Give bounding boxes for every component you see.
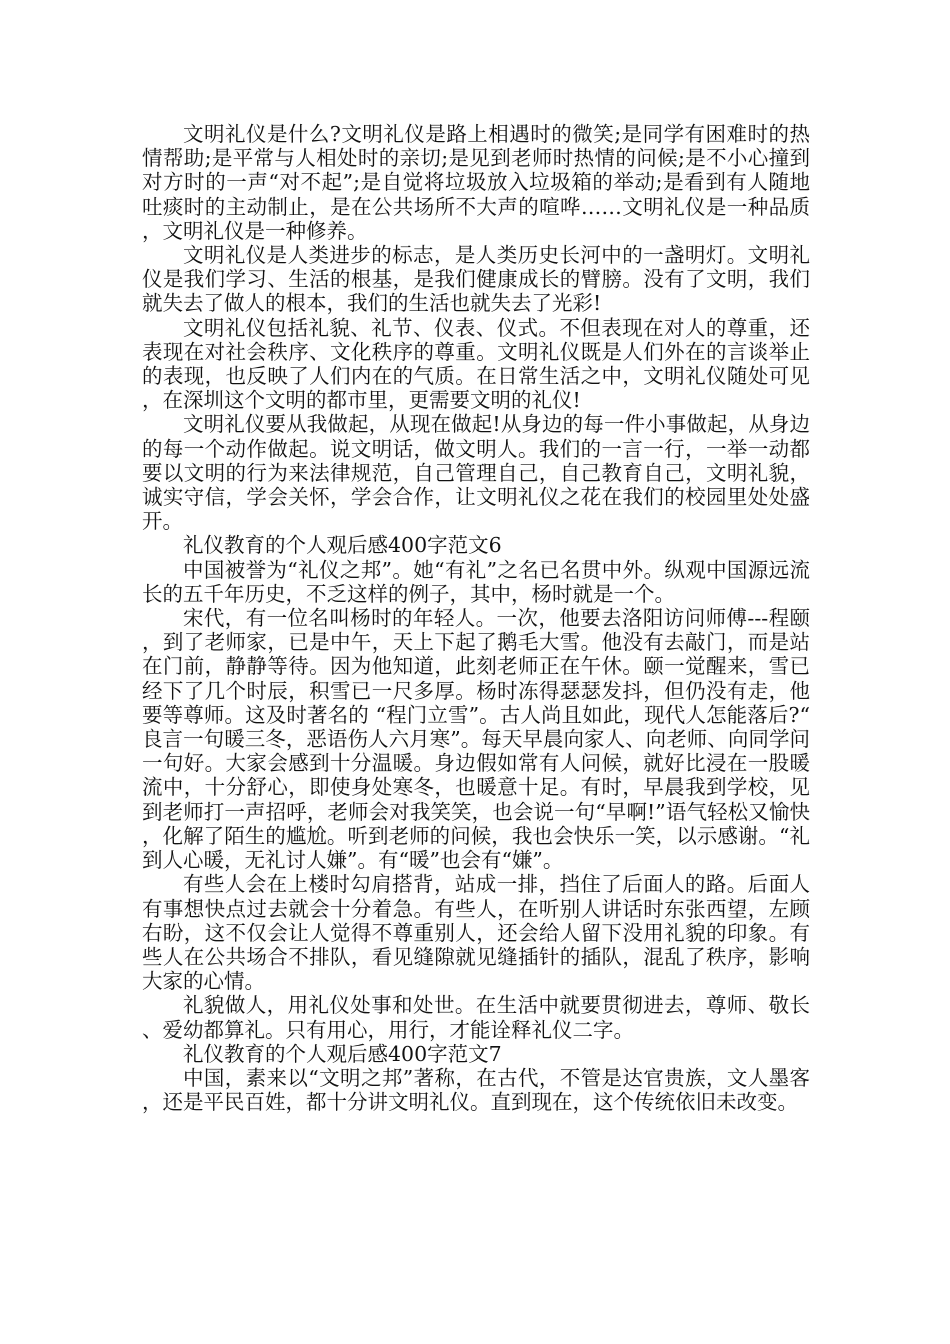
paragraph-6-2: 宋代，有一位名叫杨时的年轻人。一次，他要去洛阳访问师傅---程颐，到了老师家，已是中午，天上下起了鹅毛大雪。他没有去敲门，而是站在门前，静静等待。因为他知道，此刻老师正在午休。颐一觉醒来，雪已经下了几个时辰，积雪已一尺多厚。杨时冻得瑟瑟发抖，但仍没有走，他要等尊师。这及时著名的 “程门立雪”。古人尚且如此，现代人怎能落后?“良言一句暖三冬，恶语伤人六月寒”。每天早晨向家人、向老师、向同学问一句好。大家会感到十分温暖。身边假如常有人问候，就好比浸在一股暖流中，十分舒心，即使身处寒冬，也暖意十足。有时，早晨我到学校，见到老师打一声招呼，老师会对我笑笑，也会说一句“早啊!”语气轻松又愉快，化解了陌生的尴尬。听到老师的问候，我也会快乐一笑，以示感谢。“礼到人心暖，无礼讨人嫌”。有“暖”也会有“嫌”。 <box>142 606 810 873</box>
paragraph-4: 文明礼仪要从我做起，从现在做起!从身边的每一件小事做起，从身边的每一个动作做起。说文明话，做文明人。我们的一言一行，一举一动都要以文明的行为来法律规范，自己管理自己，自己教育自己，文明礼貌，诚实守信，学会关怀，学会合作，让文明礼仪之花在我们的校园里处处盛开。 <box>142 412 810 534</box>
section-heading-6: 礼仪教育的个人观后感400字范文6 <box>183 533 502 558</box>
paragraph-1: 文明礼仪是什么?文明礼仪是路上相遇时的微笑;是同学有困难时的热情帮助;是平常与人相处时的亲切;是见到老师时热情的问候;是不小心撞到对方时的一声“对不起”;是自觉将垃圾放入垃圾箱的举动;是看到有人随地吐痰时的主动制止，是在公共场所不大声的喧哗……文明礼仪是一种品质，文明礼仪是一种修养。 <box>142 122 810 243</box>
paragraph-6-3: 有些人会在上楼时勾肩搭背，站成一排，挡住了后面人的路。后面人有事想快点过去就会十分着急。有些人，在听别人讲话时东张西望，左顾右盼，这不仅会让人觉得不尊重别人，还会给人留下没用礼貌的印象。有些人在公共场合不排队，看见缝隙就见缝插针的插队，混乱了秩序，影响大家的心情。 <box>142 872 810 994</box>
paragraph-3: 文明礼仪包括礼貌、礼节、仪表、仪式。不但表现在对人的尊重，还表现在对社会秩序、文化秩序的尊重。文明礼仪既是人们外在的言谈举止的表现，也反映了人们内在的气质。在日常生活之中，文明礼仪随处可见，在深圳这个文明的都市里，更需要文明的礼仪! <box>142 315 810 413</box>
document-body <box>142 122 810 1114</box>
paragraph-2: 文明礼仪是人类进步的标志，是人类历史长河中的一盏明灯。文明礼仪是我们学习、生活的根基，是我们健康成长的臂膀。没有了文明，我们就失去了做人的根本，我们的生活也就失去了光彩! <box>142 243 810 316</box>
paragraph-6-1: 中国被誉为“礼仪之邦”。她“有礼”之名已名贯中外。纵观中国源远流长的五千年历史，不乏这样的例子，其中，杨时就是一个。 <box>142 557 810 606</box>
section-heading-7: 礼仪教育的个人观后感400字范文7 <box>183 1041 502 1066</box>
paragraph-6-4: 礼貌做人，用礼仪处事和处世。在生活中就要贯彻进去，尊师、敬长、爱幼都算礼。只有用心，用行，才能诠释礼仪二字。 <box>142 993 810 1042</box>
paragraph-7-1: 中国，素来以“文明之邦”著称，在古代，不管是达官贵族，文人墨客，还是平民百姓，都十分讲文明礼仪。直到现在，这个传统依旧未改变。 <box>142 1065 810 1115</box>
